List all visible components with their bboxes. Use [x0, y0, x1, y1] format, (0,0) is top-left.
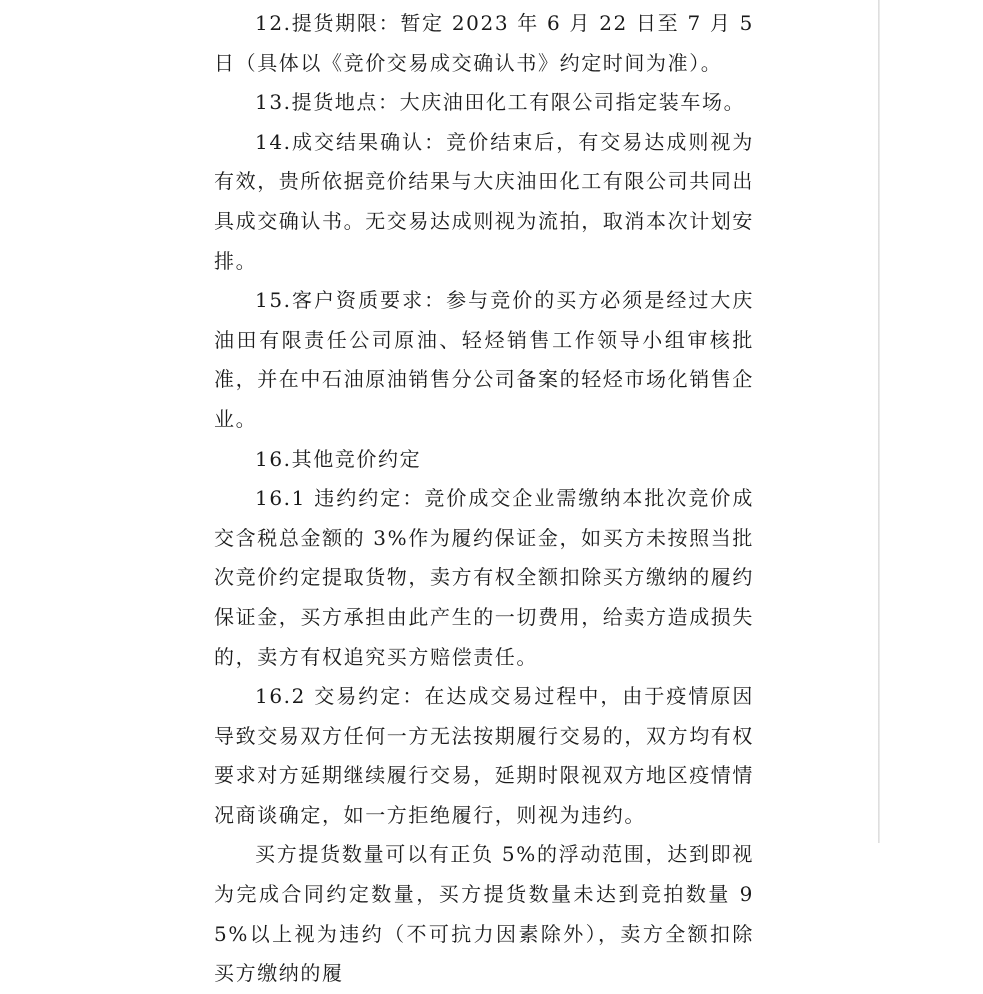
clause-12-pickup-period: 12.提货期限：暂定 2023 年 6 月 22 日至 7 月 5 日（具体以《竞价交易成交确认书》约定时间为准）。	[214, 11, 754, 75]
clause-16-other-agreements: 16.其他竞价约定	[255, 446, 422, 471]
clause-16-1-breach-agreement: 16.1 违约约定：竞价成交企业需缴纳本批次竞价成交含税总金额的 3%作为履约保证金，如买方未按照当批次竞价约定提取货物，卖方有权全额扣除买方缴纳的履约保证金，买方承担由此产生的一切费用，给卖方造成损失的，卖方有权追究买方赔偿责任。	[214, 486, 754, 669]
clause-16-2-transaction-agreement: 16.2 交易约定：在达成交易过程中，由于疫情原因导致交易双方任何一方无法按期履行交易的，双方均有权要求对方延期继续履行交易，延期时限视双方地区疫情情况商谈确定，如一方拒绝履行，则视为违约。	[214, 684, 754, 827]
paragraph-pickup-quantity: 买方提货数量可以有正负 5%的浮动范围，达到即视为完成合同约定数量，买方提货数量未达到竞拍数量 95%以上视为违约（不可抗力因素除外），卖方全额扣除买方缴纳的履	[214, 842, 754, 986]
clause-14-result-confirmation: 14.成交结果确认：竞价结束后，有交易达成则视为有效，贵所依据竞价结果与大庆油田化工有限公司共同出具成交确认书。无交易达成则视为流拍，取消本次计划安排。	[214, 129, 754, 273]
scan-edge-shadow	[878, 0, 880, 843]
clause-13-pickup-location: 13.提货地点：大庆油田化工有限公司指定装车场。	[255, 90, 746, 115]
document-body	[214, 4, 754, 994]
clause-15-customer-qualification: 15.客户资质要求：参与竞价的买方必须是经过大庆油田有限责任公司原油、轻烃销售工作领导小组审核批准，并在中石油原油销售分公司备案的轻烃市场化销售企业。	[214, 288, 754, 431]
